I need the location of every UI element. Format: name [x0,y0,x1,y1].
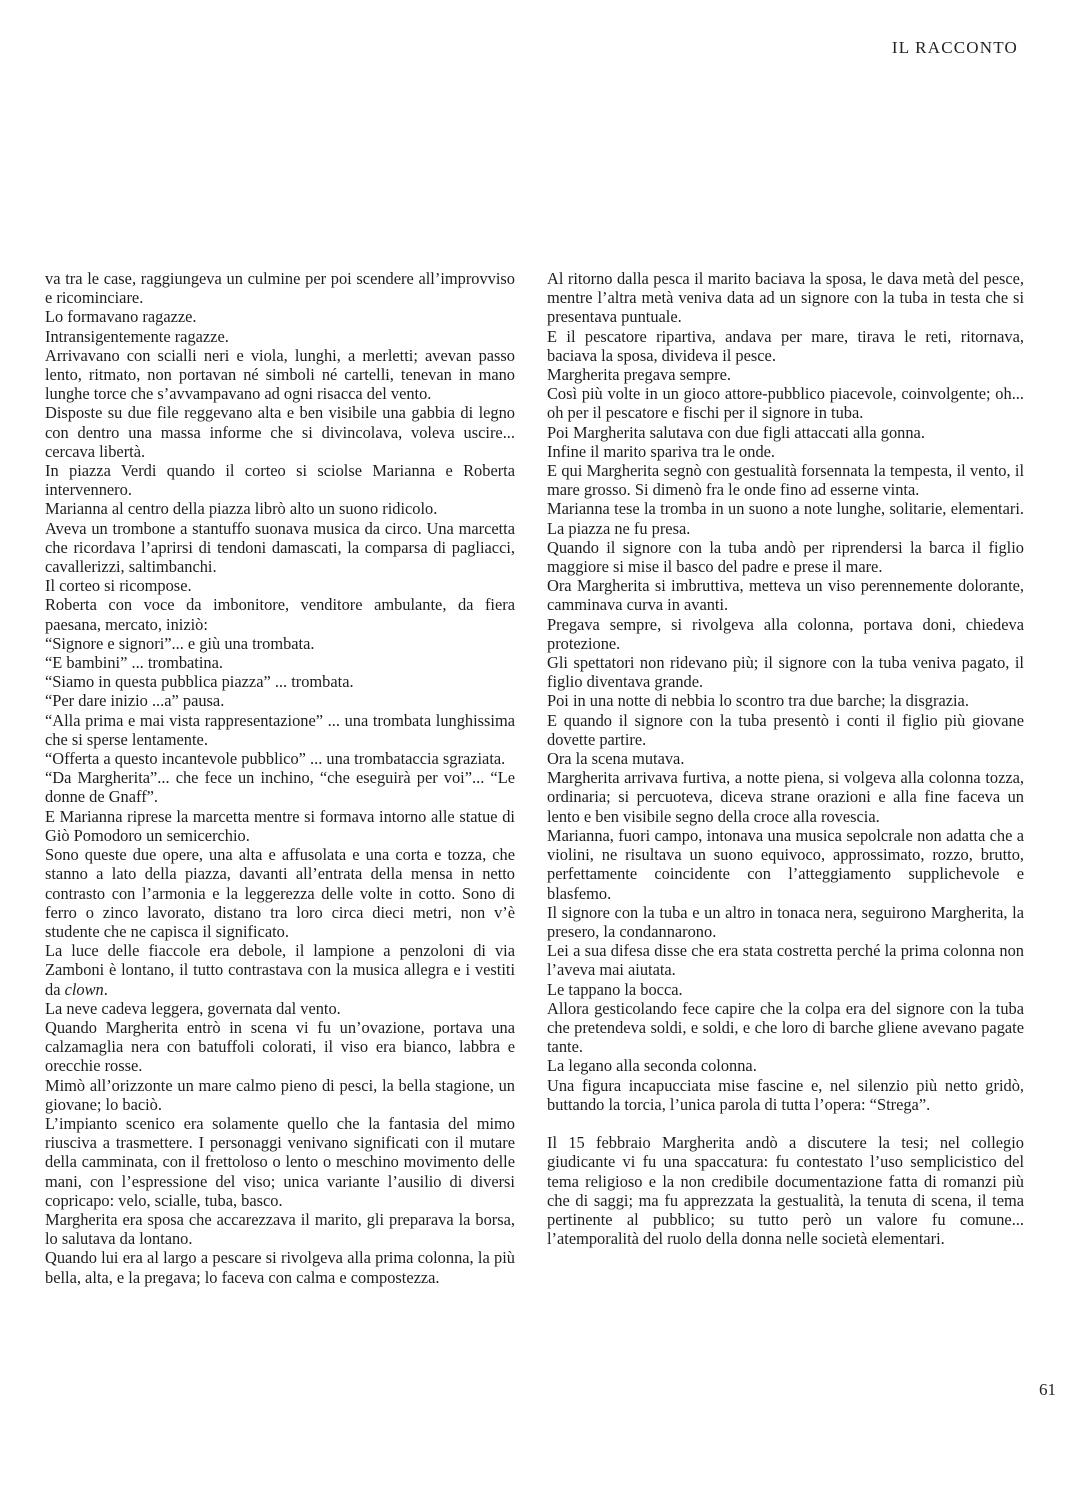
paragraph: Ora la scena mutava. [547,749,685,769]
paragraph: va tra le case, raggiungeva un culmine per poi scendere all’improvviso e ricominciare. [45,269,515,308]
paragraph: “Offerta a questo incantevole pubblico” ... una trombataccia sgraziata. [45,749,506,769]
paragraph: “Per dare inizio ...a” pausa. [45,691,225,711]
paragraph: Lo formavano ragazze. [45,307,197,327]
paragraph: E Marianna riprese la marcetta mentre si formava intorno alle statue di Giò Pomodoro un semicerchio. [45,806,515,845]
paragraph: Lei a sua difesa disse che era stata costretta perché la prima colonna non l’aveva mai aiutata. [547,941,1024,980]
right-column [547,269,1024,1248]
paragraph: Margherita pregava sempre. [547,365,732,385]
paragraph: Poi Margherita salutava con due figli attaccati alla gonna. [547,422,925,442]
paragraph: Pregava sempre, si rivolgeva alla colonna, portava doni, chiedeva protezione. [547,614,1024,653]
paragraph: In piazza Verdi quando il corteo si sciolse Marianna e Roberta intervennero. [45,461,515,500]
paragraph: Quando Margherita entrò in scena vi fu un’ovazione, portava una calzamaglia nera con batuffoli colorati, il viso era bianco, labbra e orecchie rosse. [45,1017,515,1076]
paragraph-spacer [547,1114,1024,1133]
paragraph: Una figura incapucciata mise fascine e, nel silenzio più netto gridò, buttando la torcia, l’unica parola di tutta l’opera: “Strega”. [547,1075,1024,1114]
paragraph: Al ritorno dalla pesca il marito baciava la sposa, le dava metà del pesce, mentre l’altra metà veniva data ad un signore con la tuba in testa che si presentava puntuale. [547,269,1024,327]
paragraph: La legano alla seconda colonna. [547,1056,757,1076]
paragraph: E il pescatore ripartiva, andava per mare, tirava le reti, ritornava, baciava la sposa, divideva il pesce. [547,326,1024,365]
left-column [45,269,515,1287]
paragraph: La luce delle fiaccole era debole, il lampione a penzoloni di via Zamboni è lontano, il tutto contrastava con la musica allegra e i vestiti da clown. [45,941,515,999]
paragraph: Arrivavano con scialli neri e viola, lunghi, a merletti; avevan passo lento, ritmato, non portavan né simboli né cartelli, tenevan in mano lunghe torce che s’avvampavano ad ogni risacca del vento. [45,345,515,404]
paragraph: L’impianto scenico era solamente quello che la fantasia del mimo riusciva a trasmettere. I personaggi venivano significati con il mutare della camminata, con il frettoloso o lento o meschino movimento delle mani, con l’espressione del viso; unica variante l’ausilio di diversi copricapo: velo, scialle, tuba, basco. [45,1113,515,1210]
paragraph: Disposte su due file reggevano alta e ben visibile una gabbia di legno con dentro una massa informe che si divincolava, voleva uscire... cercava libertà. [45,403,515,461]
paragraph: Sono queste due opere, una alta e affusolata e una corta e tozza, che stanno a lato della piazza, davanti all’entrata della mensa in netto contrasto con l’armonia e la leggerezza delle volte in cotto. Sono di ferro o zinco lavorato, distano tra loro circa dieci metri, non v’è studente che ne capisca il significato. [45,845,515,941]
paragraph: Aveva un trombone a stantuffo suonava musica da circo. Una marcetta che ricordava l’aprirsi di tendoni damascati, la comparsa di pagliacci, cavallerizzi, saltimbanchi. [45,518,515,577]
paragraph: Gli spettatori non ridevano più; il signore con la tuba veniva pagato, il figlio diventava grande. [547,653,1024,692]
running-head: IL RACCONTO [891,38,1018,57]
paragraph: E quando il signore con la tuba presentò i conti il figlio più giovane dovette partire. [547,710,1024,749]
page-number: 61 [1039,1380,1056,1399]
paragraph: Roberta con voce da imbonitore, venditore ambulante, da fiera paesana, mercato, iniziò: [45,595,515,634]
paragraph: Così più volte in un gioco attore-pubblico piacevole, coinvolgente; oh... oh per il pescatore e fischi per il signore in tuba. [547,384,1024,423]
paragraph: Poi in una notte di nebbia lo scontro tra due barche; la disgrazia. [547,691,969,711]
paragraph: Marianna al centro della piazza librò alto un suono ridicolo. [45,499,438,519]
paragraph: Intransigentemente ragazze. [45,326,229,346]
paragraph: Marianna tese la tromba in un suono a note lunghe, solitarie, elementari. La piazza ne fu presa. [547,499,1024,538]
paragraph: Il signore con la tuba e un altro in tonaca nera, seguirono Margherita, la presero, la condannarono. [547,902,1024,941]
paragraph: Il 15 febbraio Margherita andò a discutere la tesi; nel collegio giudicante vi fu una spaccatura: fu contestato l’uso semplicistico del tema religioso e la non credibile documentazione fatta di romanzi più che di saggi; ma fu apprezzata la gestualità, la tenuta di scena, il tema pertinente al pubblico; su tutto però un valore fu comune... l’atemporalità del ruolo della donna nelle società elementari. [547,1133,1024,1249]
paragraph: Margherita arrivava furtiva, a notte piena, si volgeva alla colonna tozza, ordinaria; si percuoteva, diceva strane orazioni e alla fine faceva un lento e ben visibile segno della croce alla rovescia. [547,768,1024,826]
paragraph: “Da Margherita”... che fece un inchino, “che eseguirà per voi”... “Le donne de Gnaff”. [45,768,515,807]
paragraph: Quando il signore con la tuba andò per riprendersi la barca il figlio maggiore si mise il basco del padre e prese il mare. [547,537,1024,577]
paragraph: Margherita era sposa che accarezzava il marito, gli preparava la borsa, lo salutava da lontano. [45,1209,515,1249]
paragraph: E qui Margherita segnò con gestualità forsennata la tempesta, il vento, il mare grosso. Si dimenò fra le onde fino ad esserne vinta. [547,461,1024,500]
paragraph: La neve cadeva leggera, governata dal vento. [45,998,341,1018]
paragraph: Quando lui era al largo a pescare si rivolgeva alla prima colonna, la più bella, alta, e la pregava; lo faceva con calma e compostezza. [45,1248,515,1287]
paragraph: “E bambini” ... trombatina. [45,653,223,673]
paragraph: “Alla prima e mai vista rappresentazione” ... una trombata lunghissima che si sperse lentamente. [45,710,515,749]
paragraph: Le tappano la bocca. [547,979,683,999]
paragraph: Mimò all’orizzonte un mare calmo pieno di pesci, la bella stagione, un giovane; lo baciò. [45,1075,515,1114]
paragraph: Marianna, fuori campo, intonava una musica sepolcrale non adatta che a violini, ne risultava un suono equivoco, approssimato, rozzo, brutto, perfettamente coincidente con l’atteggiamento supplichevole e blasfemo. [547,825,1024,903]
paragraph: “Siamo in questa pubblica piazza” ... trombata. [45,672,354,692]
paragraph: “Signore e signori”... e giù una trombata. [45,633,315,653]
paragraph: Infine il marito spariva tra le onde. [547,441,776,461]
paragraph: Ora Margherita si imbruttiva, metteva un viso perennemente dolorante, camminava curva in avanti. [547,576,1024,615]
paragraph: Allora gesticolando fece capire che la colpa era del signore con la tuba che pretendeva soldi, e soldi, e che loro di barche gliene avevano pagate tante. [547,998,1024,1057]
paragraph: Il corteo si ricompose. [45,576,192,596]
